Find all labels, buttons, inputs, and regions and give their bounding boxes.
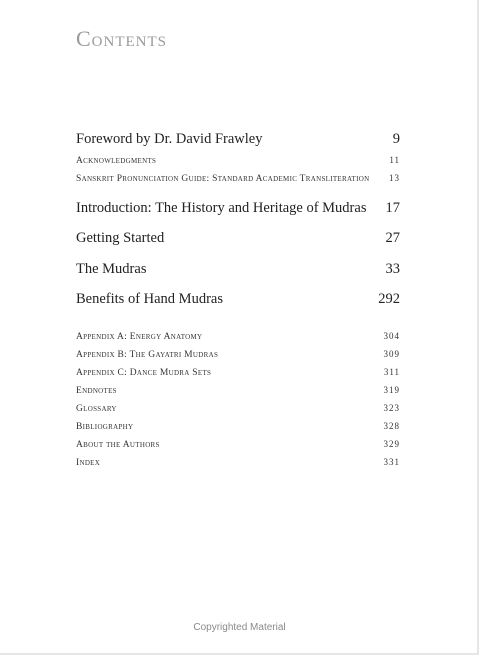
toc-entry-bibliography[interactable]	[76, 421, 400, 432]
toc-entry-page: 13	[389, 173, 400, 183]
toc-entry-benefits[interactable]	[76, 291, 400, 308]
toc-entry-label: Index	[76, 458, 101, 468]
toc-entry-label: The Mudras	[76, 261, 147, 277]
page-title: Contents	[76, 26, 168, 51]
toc-entry-acknowledgments[interactable]	[76, 155, 400, 166]
toc-entry-page: 323	[383, 403, 400, 413]
toc-entry-page: 17	[385, 200, 400, 216]
toc-entry-label: Sanskrit Pronunciation Guide: Standard Academic Transliteration	[76, 174, 370, 184]
toc-entry-page: 319	[383, 385, 400, 395]
toc-entry-glossary[interactable]	[76, 403, 400, 414]
toc-entry-pronunciation-guide[interactable]	[76, 173, 400, 184]
copyright-footer: Copyrighted Material	[193, 622, 286, 633]
toc-entry-label: Appendix A: Energy Anatomy	[76, 332, 203, 342]
toc-entry-label: About the Authors	[76, 440, 160, 450]
toc-entry-introduction[interactable]	[76, 200, 400, 217]
toc-entry-index[interactable]	[76, 457, 400, 468]
toc-entry-label: Benefits of Hand Mudras	[76, 291, 223, 307]
toc-entry-page: 33	[385, 261, 400, 277]
toc-entry-getting-started[interactable]	[76, 230, 400, 247]
toc-entry-label: Foreword by Dr. David Frawley	[76, 131, 263, 147]
toc-entry-appendix-a[interactable]	[76, 331, 400, 342]
toc-entry-foreword[interactable]	[76, 131, 400, 148]
toc-entry-page: 9	[392, 131, 400, 147]
toc-entry-page: 328	[383, 421, 400, 431]
toc-entry-page: 329	[383, 439, 400, 449]
toc-entry-page: 309	[383, 349, 400, 359]
toc-entry-label: Introduction: The History and Heritage of Mudras	[76, 200, 367, 216]
toc-entry-endnotes[interactable]	[76, 385, 400, 396]
toc-entry-page: 304	[383, 331, 400, 341]
toc-entry-the-mudras[interactable]	[76, 261, 400, 278]
toc-entry-appendix-c[interactable]	[76, 367, 400, 378]
toc-entry-label: Glossary	[76, 404, 117, 414]
toc-entry-page: 27	[385, 230, 400, 246]
toc-entry-label: Appendix B: The Gayatri Mudras	[76, 350, 219, 360]
toc-entry-label: Bibliography	[76, 422, 134, 432]
toc-entry-page: 311	[383, 367, 400, 377]
toc-entry-label: Acknowledgments	[76, 156, 157, 166]
toc-entry-label: Appendix C: Dance Mudra Sets	[76, 368, 212, 378]
toc-entry-page: 292	[378, 291, 400, 307]
toc-entry-label: Endnotes	[76, 386, 117, 396]
toc-entry-appendix-b[interactable]	[76, 349, 400, 360]
toc-entry-label: Getting Started	[76, 230, 165, 246]
toc-entry-page: 11	[389, 155, 400, 165]
toc-entry-about-authors[interactable]	[76, 439, 400, 450]
toc-entry-page: 331	[383, 457, 400, 467]
